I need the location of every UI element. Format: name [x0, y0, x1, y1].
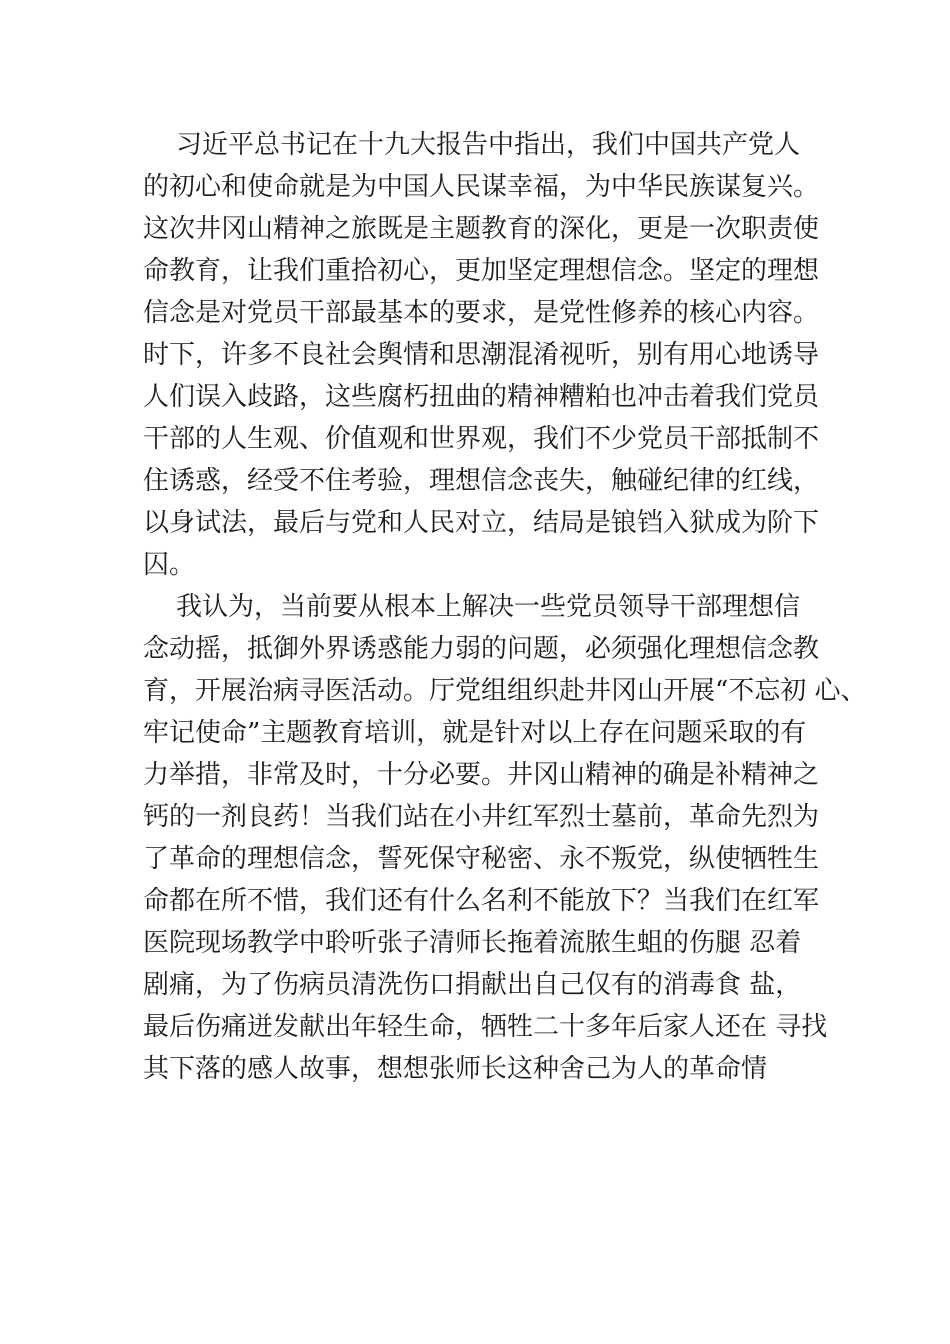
paragraph-line: 住诱惑，经受不住考验，理想信念丧失，触碰纪律的红线， [143, 466, 820, 496]
paragraph-line: 剧痛，为了伤病员清洗伤口捐献出自己仅有的消毒食 盐， [143, 970, 802, 1000]
paragraph-line: 习近平总书记在十九大报告中指出，我们中国共产党人 [143, 130, 801, 160]
paragraph-2 [143, 586, 867, 1090]
paragraph-line: 最后伤痛迸发献出年轻生命，牺牲二十多年后家人还在 寻找 [143, 1012, 828, 1042]
paragraph-line: 人们误入歧路，这些腐朽扭曲的精神糟粕也冲击着我们党员 [143, 382, 820, 412]
paragraph-line: 这次井冈山精神之旅既是主题教育的深化，更是一次职责使 [143, 214, 820, 244]
paragraph-line: 命都在所不惜，我们还有什么名利不能放下？当我们在红军 [143, 886, 820, 916]
paragraph-line: 医院现场教学中聆听张子清师长拖着流脓生蛆的伤腿 忍着 [143, 928, 802, 958]
paragraph-line: 以身试法，最后与党和人民对立，结局是锒铛入狱成为阶下 [143, 508, 820, 538]
paragraph-1 [143, 124, 823, 586]
paragraph-line: 力举措，非常及时，十分必要。井冈山精神的确是补精神之 [143, 760, 820, 790]
paragraph-line: 我认为，当前要从根本上解决一些党员领导干部理想信 [143, 592, 801, 622]
paragraph-line: 念动摇，抵御外界诱惑能力弱的问题，必须强化理想信念教 [143, 634, 820, 664]
paragraph-line: 育，开展治病寻医活动。厅党组组织赴井冈山开展“不忘初 心、 [143, 676, 867, 706]
paragraph-line: 信念是对党员干部最基本的要求，是党性修养的核心内容。 [143, 298, 820, 328]
paragraph-line: 钙的一剂良药！当我们站在小井红军烈士墓前，革命先烈为 [143, 802, 820, 832]
paragraph-line: 干部的人生观、价值观和世界观，我们不少党员干部抵制不 [143, 424, 820, 454]
paragraph-line: 了革命的理想信念，誓死保守秘密、永不叛党，纵使牺牲生 [143, 844, 820, 874]
paragraph-line: 命教育，让我们重拾初心，更加坚定理想信念。坚定的理想 [143, 256, 820, 286]
paragraph-line: 囚。 [143, 550, 196, 580]
paragraph-line: 时下，许多不良社会舆情和思潮混淆视听，别有用心地诱导 [143, 340, 820, 370]
paragraph-line: 的初心和使命就是为中国人民谋幸福，为中华民族谋复兴。 [143, 172, 820, 202]
paragraph-line: 牢记使命”主题教育培训，就是针对以上存在问题采取的有 [143, 718, 807, 748]
document-body [143, 124, 867, 1090]
paragraph-line: 其下落的感人故事，想想张师长这种舍己为人的革命情 [143, 1054, 768, 1084]
